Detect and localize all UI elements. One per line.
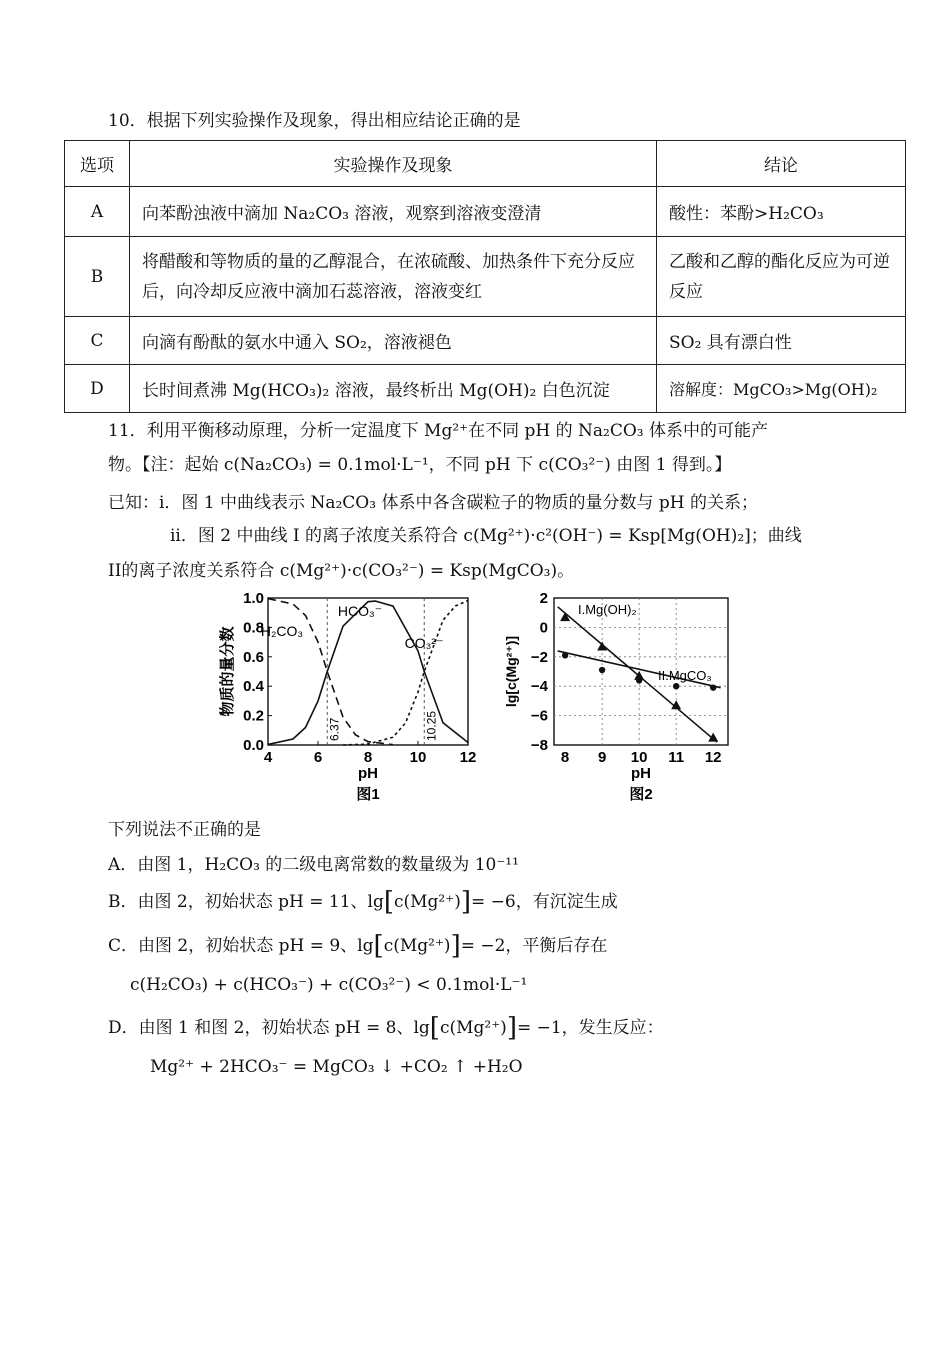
q11-line2: 物。【注：起始 c(Na₂CO₃) = 0.1mol·L⁻¹，不同 pH 下 c(CO₃²⁻) 由图 1 得到。】 bbox=[108, 455, 732, 475]
x-tick-label: 4 bbox=[263, 749, 273, 766]
x-tick-label: 12 bbox=[459, 749, 477, 766]
option-d-prefix: D．由图 1 和图 2，初始状态 pH = 8、lg bbox=[108, 1018, 430, 1038]
y-tick-label: 1.0 bbox=[243, 590, 264, 607]
right-bracket: ] bbox=[506, 1013, 517, 1043]
data-point-circle bbox=[710, 684, 716, 690]
option-b-inner: c(Mg²⁺) bbox=[393, 892, 461, 912]
option-d bbox=[108, 1012, 664, 1041]
x-axis-label: pH bbox=[631, 765, 651, 782]
series-label: HCO₃⁻ bbox=[337, 603, 383, 619]
pka-annotation: 6.37 bbox=[327, 717, 342, 741]
q11-line1: 11．利用平衡移动原理，分析一定温度下 Mg²⁺在不同 pH 的 Na₂CO₃ 体系中的可能产 bbox=[108, 421, 769, 441]
series-label: H₂CO₃ bbox=[260, 623, 304, 639]
data-point-circle bbox=[636, 677, 642, 683]
option-b-suffix: = −6，有沉淀生成 bbox=[471, 892, 618, 912]
data-point-triangle bbox=[597, 642, 607, 651]
left-bracket: [ bbox=[429, 1013, 440, 1043]
y-axis-label: 物质的量分数 bbox=[219, 626, 236, 717]
row-conclusion: 乙酸和乙醇的酯化反应为可逆反应 bbox=[657, 237, 906, 317]
x-tick-label: 8 bbox=[363, 749, 373, 766]
q11-known2a: ii．图 2 中曲线 I 的离子浓度关系符合 c(Mg²⁺)·c²(OH⁻) = Ksp[Mg(OH)₂]；曲线 bbox=[170, 526, 802, 546]
option-c-inner: c(Mg²⁺) bbox=[383, 936, 451, 956]
figure-caption: 图2 bbox=[629, 786, 653, 803]
row-option: D bbox=[65, 365, 130, 413]
x-tick-label: 12 bbox=[704, 749, 722, 766]
x-tick-label: 10 bbox=[409, 749, 427, 766]
data-point-circle bbox=[599, 667, 605, 673]
row-operation: 长时间煮沸 Mg(HCO₃)₂ 溶液，最终析出 Mg(OH)₂ 白色沉淀 bbox=[130, 365, 657, 413]
header-conclusion: 结论 bbox=[657, 141, 906, 187]
row-option: A bbox=[65, 187, 130, 237]
x-tick-label: 6 bbox=[313, 749, 323, 766]
y-tick-label: 0 bbox=[539, 619, 548, 637]
header-option: 选项 bbox=[65, 141, 130, 187]
table-header-row bbox=[65, 141, 906, 187]
data-point-circle bbox=[673, 683, 679, 689]
x-axis-label: pH bbox=[358, 765, 378, 782]
row-conclusion: 酸性：苯酚>H₂CO₃ bbox=[657, 187, 906, 237]
table-row bbox=[65, 187, 906, 237]
option-c-prefix: C．由图 2，初始状态 pH = 9、lg bbox=[108, 936, 374, 956]
q11-known1: 已知：i．图 1 中曲线表示 Na₂CO₃ 体系中各含碳粒子的物质的量分数与 pH 的关系； bbox=[108, 493, 758, 513]
table-row bbox=[65, 317, 906, 365]
data-point-circle bbox=[562, 652, 568, 658]
figure1-chart bbox=[212, 588, 492, 808]
row-operation: 向苯酚浊液中滴加 Na₂CO₃ 溶液，观察到溶液变澄清 bbox=[130, 187, 657, 237]
left-bracket: [ bbox=[373, 931, 384, 961]
option-d-equation: Mg²⁺ + 2HCO₃⁻ = MgCO₃ ↓ +CO₂ ↑ +H₂O bbox=[150, 1057, 523, 1077]
option-d-inner: c(Mg²⁺) bbox=[439, 1018, 507, 1038]
right-bracket: ] bbox=[460, 887, 472, 917]
figure2-chart bbox=[498, 588, 748, 808]
series-line bbox=[343, 600, 468, 745]
option-b-prefix: B．由图 2，初始状态 pH = 11、lg bbox=[108, 892, 384, 912]
y-tick-label: 2 bbox=[539, 590, 548, 607]
option-a: A．由图 1，H₂CO₃ 的二级电离常数的数量级为 10⁻¹¹ bbox=[108, 855, 519, 875]
header-operation: 实验操作及现象 bbox=[130, 141, 657, 187]
option-c bbox=[108, 930, 607, 959]
x-tick-label: 9 bbox=[597, 749, 607, 766]
row-conclusion: 溶解度：MgCO₃>Mg(OH)₂ bbox=[657, 365, 906, 413]
option-c-suffix: = −2，平衡后存在 bbox=[460, 936, 608, 956]
y-tick-label: −4 bbox=[530, 678, 548, 696]
y-tick-label: 0.0 bbox=[243, 737, 264, 754]
row-option: B bbox=[65, 237, 130, 317]
left-bracket: [ bbox=[383, 887, 394, 917]
y-tick-label: 0.6 bbox=[243, 648, 264, 666]
y-tick-label: 0.8 bbox=[243, 619, 264, 637]
y-axis-label: lg[c(Mg²⁺)] bbox=[503, 635, 519, 708]
pka-annotation: 10.25 bbox=[424, 710, 439, 741]
row-option: C bbox=[65, 317, 130, 365]
y-tick-label: 0.2 bbox=[243, 707, 264, 725]
series-label: II.MgCO₃ bbox=[658, 668, 712, 683]
right-bracket: ] bbox=[450, 931, 461, 961]
x-tick-label: 10 bbox=[630, 749, 648, 766]
table-row bbox=[65, 237, 906, 317]
y-tick-label: −2 bbox=[530, 648, 548, 666]
row-conclusion: SO₂ 具有漂白性 bbox=[657, 317, 906, 365]
row-operation: 将醋酸和等物质的量的乙醇混合，在浓硫酸、加热条件下充分反应后，向冷却反应液中滴加石蕊溶液，溶液变红 bbox=[130, 237, 657, 317]
x-tick-label: 8 bbox=[560, 749, 570, 766]
q11-question: 下列说法不正确的是 bbox=[108, 820, 261, 840]
q10-title: 10．根据下列实验操作及现象，得出相应结论正确的是 bbox=[108, 111, 521, 131]
y-tick-label: −6 bbox=[530, 707, 548, 725]
y-tick-label: 0.4 bbox=[243, 678, 264, 696]
series-label: CO₃²⁻ bbox=[404, 635, 444, 651]
data-point-triangle bbox=[708, 733, 718, 742]
figure-caption: 图1 bbox=[356, 786, 380, 803]
q11-known2b: II的离子浓度关系符合 c(Mg²⁺)·c(CO₃²⁻) = Ksp(MgCO₃)。 bbox=[108, 561, 575, 581]
y-tick-label: −8 bbox=[530, 737, 548, 754]
q10-table bbox=[64, 140, 906, 413]
option-b bbox=[108, 886, 618, 915]
option-d-suffix: = −1，发生反应： bbox=[516, 1018, 664, 1038]
row-operation: 向滴有酚酞的氨水中通入 SO₂，溶液褪色 bbox=[130, 317, 657, 365]
option-c-equation: c(H₂CO₃) + c(HCO₃⁻) + c(CO₃²⁻) < 0.1mol·L⁻¹ bbox=[130, 975, 528, 995]
series-label: I.Mg(OH)₂ bbox=[578, 602, 637, 617]
table-row bbox=[65, 365, 906, 413]
x-tick-label: 11 bbox=[668, 749, 685, 766]
